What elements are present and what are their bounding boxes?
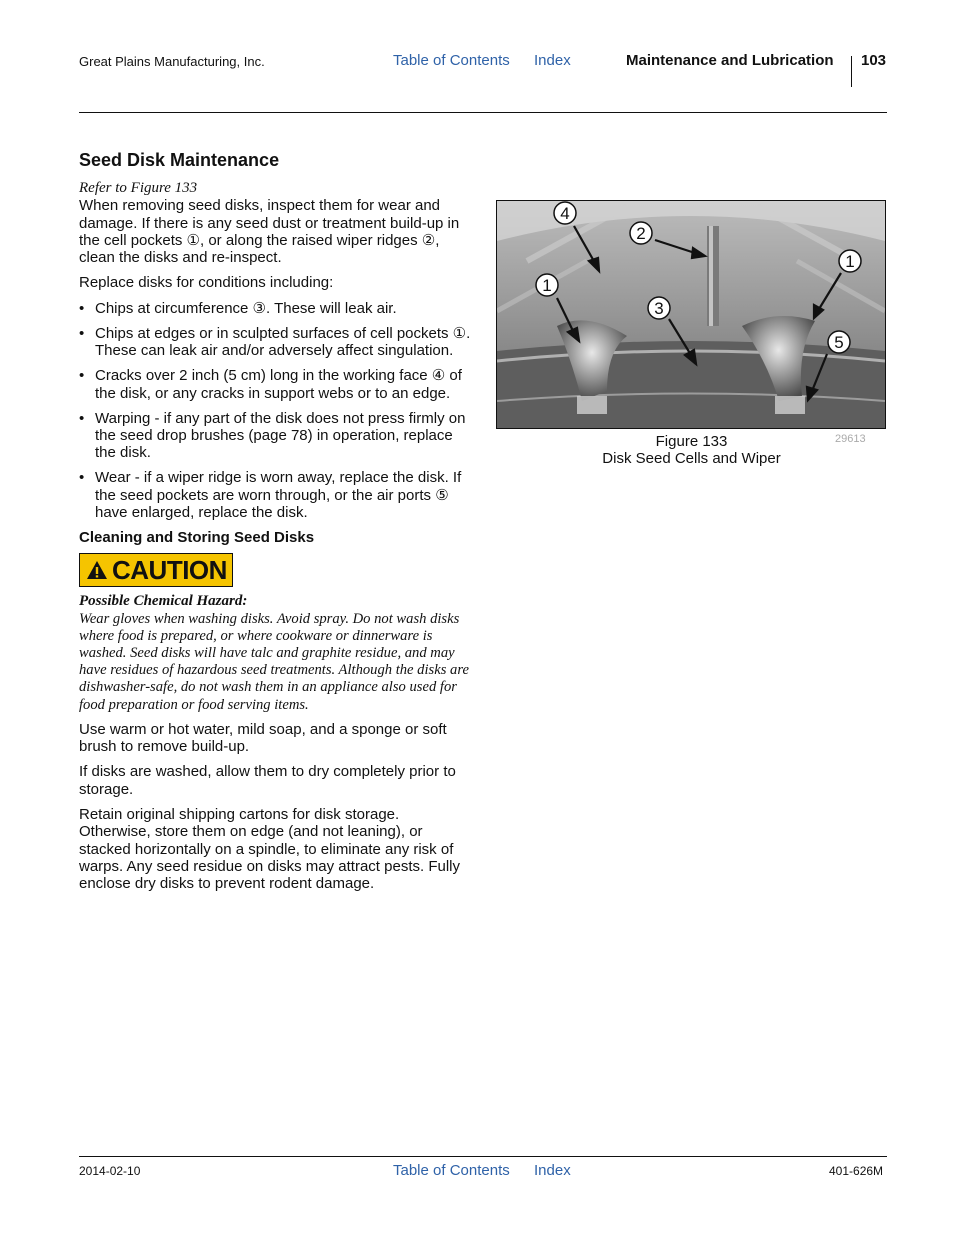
list-item-text: Cracks over 2 inch (5 cm) long in the working face ④ of the disk, or any cracks in support webs or to an edge. — [95, 367, 462, 402]
bullet-glyph: • — [79, 409, 85, 427]
list-item-text: Chips at circumference ③. These will leak air. — [95, 299, 397, 317]
intro-paragraph: When removing seed disks, inspect them for wear and damage. If there is any seed dust or treatment build-up in the cell pockets ①, or along the raised wiper ridges ②, clean the disks and re-inspect. — [79, 197, 460, 267]
page-title: Seed Disk Maintenance — [79, 150, 280, 170]
header-rule — [79, 112, 887, 113]
footer-toc-link[interactable]: Table of Contents — [393, 1162, 510, 1179]
publication-date: 2014-02-10 — [79, 1164, 141, 1178]
company-name: Great Plains Manufacturing, Inc. — [79, 54, 265, 69]
dry-paragraph: If disks are washed, allow them to dry completely prior to storage. — [79, 763, 456, 798]
list-item — [79, 325, 471, 360]
callout-label: 3 — [654, 299, 664, 318]
bullet-glyph: • — [79, 367, 85, 385]
bullet-glyph: • — [79, 469, 85, 487]
list-item-text: Wear - if a wiper ridge is worn away, replace the disk. If the seed pockets are worn through, or the air ports ⑤ have enlarged, replace the disk. — [95, 469, 462, 521]
caution-label: CAUTION — [112, 555, 227, 586]
cleaning-heading: Cleaning and Storing Seed Disks — [79, 529, 315, 547]
caution-badge — [79, 553, 233, 587]
figure-caption: Disk Seed Cells and Wiper — [602, 450, 781, 467]
list-item — [79, 300, 471, 317]
main-text-column — [79, 150, 471, 901]
bullet-glyph: • — [79, 299, 85, 317]
hazard-title: Possible Chemical Hazard: — [79, 593, 248, 610]
callout-label: 5 — [834, 333, 844, 352]
footer-rule — [79, 1156, 887, 1157]
header-divider — [851, 56, 852, 87]
document-number: 401-626M — [829, 1164, 884, 1178]
list-item — [79, 367, 471, 402]
warning-triangle-icon — [86, 560, 108, 580]
image-number: 29613 — [835, 433, 866, 445]
wash-paragraph: Use warm or hot water, mild soap, and a sponge or soft brush to remove build-up. — [79, 720, 447, 756]
section-title: Maintenance and Lubrication — [626, 52, 834, 69]
storage-paragraph: Retain original shipping cartons for disk storage. Otherwise, store them on edge (and not leaning), or stacked horizontally on a spindle, to eliminate any risk of warps. Any seed residue on disks may attract pests. Fully enclose dry disks to prevent rodent damage. — [79, 806, 460, 893]
figure-number: Figure 133 — [655, 433, 728, 450]
replace-intro: Replace disks for conditions including: — [79, 274, 334, 292]
list-item-text: Warping - if any part of the disk does not press firmly on the seed drop brushes (page 78) in operation, replace the disk. — [95, 409, 466, 462]
hazard-text: Wear gloves when washing disks. Avoid spray. Do not wash disks where food is prepared, or where cookware or dinnerware is washed. Seed disks will have talc and graphite residue, and may have residues of hazardous seed treatments. Although the disks are dishwasher-safe, do not wash them in an appliance also used for food preparation or food serving items. — [79, 610, 469, 713]
callout-label: 1 — [542, 276, 552, 295]
callout-label: 1 — [845, 252, 855, 271]
list-item — [79, 469, 471, 521]
header-index-link[interactable]: Index — [534, 52, 571, 69]
list-item — [79, 410, 471, 462]
callout-label: 2 — [636, 224, 646, 243]
callout-label: 4 — [560, 204, 570, 223]
page-number: 103 — [861, 52, 887, 69]
header-toc-link[interactable]: Table of Contents — [393, 52, 510, 69]
bullet-glyph: • — [79, 324, 85, 342]
seed-disk-photo — [496, 200, 886, 429]
replace-conditions-list — [79, 300, 471, 521]
figure-reference: Refer to Figure 133 — [79, 180, 198, 196]
footer-index-link[interactable]: Index — [534, 1162, 571, 1179]
list-item-text: Chips at edges or in sculpted surfaces of cell pockets ①. These can leak air and/or adversely affect singulation. — [95, 324, 471, 360]
disk-illustration — [497, 201, 885, 428]
